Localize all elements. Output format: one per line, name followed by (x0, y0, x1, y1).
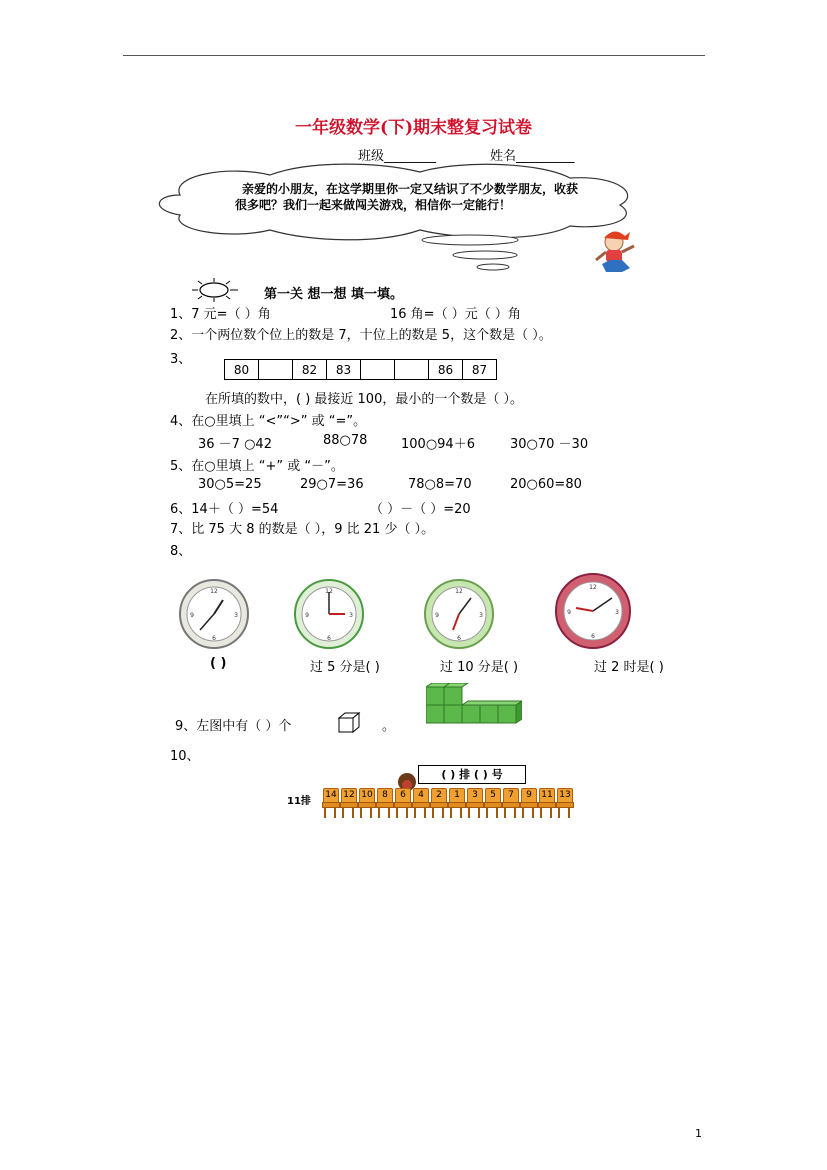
question-4-text: 4、在○里填上 “<”“>” 或 “=”。 (170, 414, 367, 429)
row-label: 11排 (287, 796, 311, 807)
girl-illustration (592, 226, 640, 276)
question-5-text: 5、在○里填上 “+” 或 “－”。 (170, 459, 344, 474)
seat-number: 4 (413, 788, 429, 803)
svg-text:6: 6 (212, 635, 216, 642)
question-5-item: 30○5=25 (198, 477, 262, 492)
chair[interactable] (556, 788, 572, 818)
seat-number: 8 (377, 788, 393, 803)
seat-sign[interactable]: ( ) 排 ( ) 号 (418, 765, 526, 784)
seat-number: 10 (359, 788, 375, 803)
clock-answer[interactable]: 过 2 时是( ) (594, 660, 664, 675)
sequence-cell-blank[interactable] (395, 360, 429, 380)
sequence-cell: 87 (463, 360, 497, 380)
question-2: 2、一个两位数个位上的数是 7，十位上的数是 5，这个数是（ ）。 (170, 328, 552, 343)
chair[interactable] (412, 788, 428, 818)
question-6-left: 6、14＋（ ）=54 (170, 502, 279, 517)
question-9-end: 。 (382, 719, 396, 734)
question-4-item: 36 －7 ○42 (198, 437, 272, 452)
question-6-right: （ ）－（ ）=20 (370, 502, 471, 517)
chair[interactable] (358, 788, 374, 818)
svg-text:9: 9 (435, 612, 439, 619)
question-1-right: 16 角=（ ）元（ ）角 (390, 307, 521, 322)
svg-text:3: 3 (479, 612, 483, 619)
seat-number: 6 (395, 788, 411, 803)
seat-number: 2 (431, 788, 447, 803)
cloud-text-line2: 很多吧？我们一起来做闯关游戏，相信你一定能行！ (235, 198, 512, 212)
chair[interactable] (484, 788, 500, 818)
svg-text:6: 6 (457, 635, 461, 642)
svg-text:6: 6 (591, 633, 595, 640)
chair[interactable] (466, 788, 482, 818)
seat-number: 1 (449, 788, 465, 803)
question-4-item: 88○78 (323, 433, 368, 448)
section-title-1: 第一关 想一想 填一填。 (264, 287, 404, 302)
svg-text:12: 12 (589, 584, 597, 591)
svg-text:3: 3 (615, 609, 619, 616)
svg-text:12: 12 (210, 588, 218, 595)
question-3-label: 3、 (170, 352, 192, 367)
question-4-item: 30○70 －30 (510, 437, 589, 452)
page-number: 1 (695, 1127, 702, 1140)
chair[interactable] (502, 788, 518, 818)
seat-number: 14 (323, 788, 339, 803)
sequence-cell-blank[interactable] (259, 360, 293, 380)
class-field[interactable]: 班级________ (358, 149, 437, 164)
seat-row (322, 788, 582, 822)
question-7: 7、比 75 大 8 的数是（ ），9 比 21 少（ ）。 (170, 522, 435, 537)
question-4-item: 100○94＋6 (401, 437, 475, 452)
chair[interactable] (430, 788, 446, 818)
question-5-item: 20○60=80 (510, 477, 582, 492)
cloud-text-line1: 亲爱的小朋友，在这学期里你一定又结识了不少数学朋友，收获 (242, 182, 579, 196)
sequence-cell-blank[interactable] (361, 360, 395, 380)
question-5-item: 78○8=70 (408, 477, 472, 492)
clock-icon (554, 572, 632, 650)
chair[interactable] (538, 788, 554, 818)
svg-text:3: 3 (349, 612, 353, 619)
clock-icon (293, 578, 365, 650)
svg-text:6: 6 (327, 635, 331, 642)
page-title: 一年级数学(下)期末整复习试卷 (294, 118, 533, 138)
name-field[interactable]: 姓名_________ (490, 149, 575, 164)
seat-number: 11 (539, 788, 555, 803)
seat-number: 12 (341, 788, 357, 803)
sun-icon (188, 278, 240, 302)
chair[interactable] (448, 788, 464, 818)
question-8-label: 8、 (170, 544, 192, 559)
chair[interactable] (322, 788, 338, 818)
seat-number: 7 (503, 788, 519, 803)
cube-icon (337, 712, 361, 734)
question-5-item: 29○7=36 (300, 477, 364, 492)
sequence-cell: 82 (293, 360, 327, 380)
clock-answer[interactable]: 过 5 分是( ) (310, 660, 380, 675)
svg-text:12: 12 (455, 588, 463, 595)
clock-icon (178, 578, 250, 650)
chair[interactable] (520, 788, 536, 818)
seat-number: 5 (485, 788, 501, 803)
chair[interactable] (340, 788, 356, 818)
number-sequence-table (224, 359, 497, 380)
seat-number: 3 (467, 788, 483, 803)
svg-text:9: 9 (305, 612, 309, 619)
chair[interactable] (394, 788, 410, 818)
seat-number: 13 (557, 788, 573, 803)
question-1-left: 1、7 元=（ ）角 (170, 307, 271, 322)
top-rule (123, 55, 705, 56)
svg-text:12: 12 (325, 588, 333, 595)
question-3-text: 在所填的数中，( ) 最接近 100，最小的一个数是（ ）。 (205, 392, 523, 407)
svg-text:9: 9 (190, 612, 194, 619)
clock-answer[interactable]: ( ) (210, 656, 227, 671)
svg-text:9: 9 (567, 609, 571, 616)
speech-cloud (150, 160, 640, 275)
question-10-label: 10、 (170, 749, 200, 764)
sequence-cell: 83 (327, 360, 361, 380)
chair[interactable] (376, 788, 392, 818)
clock-answer[interactable]: 过 10 分是( ) (440, 660, 519, 675)
question-9-text: 9、左图中有（ ）个 (175, 719, 292, 734)
sequence-cell: 80 (225, 360, 259, 380)
clock-icon (423, 578, 495, 650)
svg-text:3: 3 (234, 612, 238, 619)
sequence-cell: 86 (429, 360, 463, 380)
seat-number: 9 (521, 788, 537, 803)
green-cubes-figure (426, 683, 522, 727)
